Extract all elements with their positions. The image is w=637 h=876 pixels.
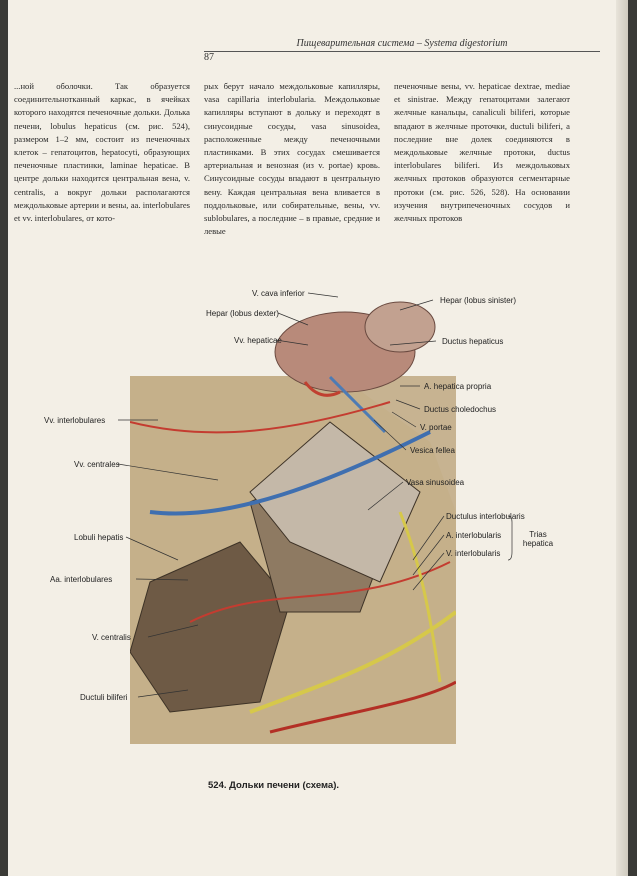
label-v-portae: V. portae bbox=[420, 423, 452, 432]
figure-caption: 524. Дольки печени (схема). bbox=[208, 780, 340, 791]
label-vv-hepaticae: Vv. hepaticae bbox=[234, 336, 282, 345]
label-vv-centrales: Vv. centrales bbox=[74, 460, 120, 469]
label-hepar-dexter: Hepar (lobus dexter) bbox=[206, 309, 279, 318]
label-ductulus-interlobularis: Ductulus interlobularis bbox=[446, 512, 525, 521]
label-trias-hepatica: Trias hepatica bbox=[522, 530, 554, 548]
text-column-2: рых берут начало междольковые капилляры, vasa capillaria interlobularia. Междольковые капилляры вступают в дольку и переходят в синусоидные сосуды, vasa sinusoidea, расположенные между печеночными пластинками. В этих сосудах смешивается артериальная и венозная (из v. portae) кровь. Синусоидные сосуды впадают в центральную вену. Каждая центральная вена вливается в поддольковые, или собирательные, вены, vv. sublobulares, а последние – в правые, средние и левые bbox=[204, 81, 380, 237]
label-a-hepatica-propria: A. hepatica propria bbox=[424, 382, 492, 391]
running-header: Пищеварительная система – Systema digestorium bbox=[204, 38, 600, 52]
label-aa-interlobulares: Aa. interlobulares bbox=[50, 575, 113, 584]
book-page bbox=[8, 0, 628, 876]
label-lobuli-hepatis: Lobuli hepatis bbox=[74, 533, 124, 542]
label-v-interlobularis: V. interlobularis bbox=[446, 549, 501, 558]
label-v-cava-inferior: V. cava inferior bbox=[252, 289, 305, 298]
label-hepar-sinister: Hepar (lobus sinister) bbox=[440, 296, 517, 305]
label-v-centralis: V. centralis bbox=[92, 633, 131, 642]
label-ductus-choledochus: Ductus choledochus bbox=[424, 405, 497, 414]
label-a-interlobularis: A. interlobularis bbox=[446, 531, 502, 540]
leader-lines bbox=[8, 0, 628, 876]
label-vv-interlobulares: Vv. interlobulares bbox=[44, 416, 106, 425]
text-column-1: ...ной оболочки. Так образуется соединительнотканный каркас, в ячейках которого находятся печеночные дольки. Долька печени, lobulus hepaticus (см. рис. 524), размером 1–2 мм, состоит из печеночных клеток – гепатоцитов, hepatocyti, образующих печеночные пластинки, laminae hepaticae. В центре дольки находится центральная вена, v. centralis, а вокруг дольки располагаются междольковые артерии и вены, aa. interlobulares et vv. interlobulares, от кото- bbox=[14, 81, 190, 224]
text-column-3: печеночные вены, vv. hepaticae dextrae, mediae et sinistrae. Между гепатоцитами залегают желчные канальцы, canaliculi biliferi, которые впадают в желчные проточки, ductuli biliferi, а последние вне долек соединяются в междольковые желчные протоки, ductus interlobulares biliferi. Из междольковых желчных протоков образуются сегментарные протоки (см. рис. 526, 528). На основании изучения внутрипеченочных сосудов и желчных протоков bbox=[394, 81, 570, 224]
page-number: 87 bbox=[204, 52, 214, 63]
label-ductus-hepaticus: Ductus hepaticus bbox=[442, 337, 504, 346]
label-vasa-sinusoidea: Vasa sinusoidea bbox=[406, 478, 465, 487]
label-ductuli-biliferi: Ductuli biliferi bbox=[80, 693, 128, 702]
label-vesica-fellea: Vesica fellea bbox=[410, 446, 455, 455]
